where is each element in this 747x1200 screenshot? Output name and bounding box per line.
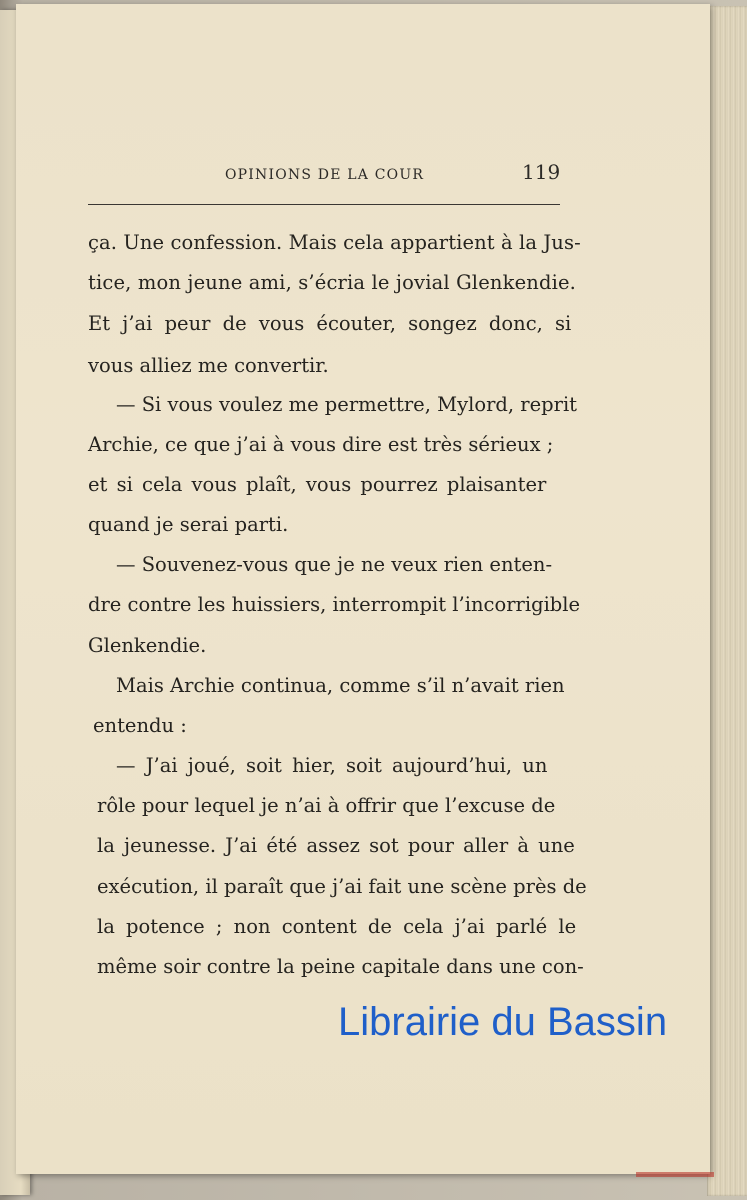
- text-line: — Si vous voulez me permettre, Mylord, reprit: [116, 393, 578, 416]
- text-line: quand je serai parti.: [88, 513, 289, 536]
- text-line: ça. Une confession. Mais cela appartient à la Jus-: [88, 231, 581, 254]
- text-line: vous alliez me convertir.: [88, 354, 329, 377]
- page-number: 119: [522, 160, 561, 184]
- text-line: Glenkendie.: [88, 634, 207, 657]
- watermark: Librairie du Bassin: [338, 1000, 668, 1044]
- text-line: dre contre les huissiers, interrompit l’incorrigible: [88, 593, 581, 616]
- text-line: la potence ; non content de cela j’ai parlé le: [97, 915, 577, 938]
- text-line: tice, mon jeune ami, s’écria le jovial Glenkendie.: [88, 271, 577, 294]
- text-line: la jeunesse. J’ai été assez sot pour aller à une: [97, 834, 575, 857]
- page-edge-tint: [636, 1172, 714, 1177]
- text-line: Mais Archie continua, comme s’il n’avait rien: [116, 674, 565, 697]
- text-line: — J’ai joué, soit hier, soit aujourd’hui, un: [116, 754, 548, 777]
- text-line: même soir contre la peine capitale dans une con-: [97, 955, 584, 978]
- text-line: rôle pour lequel je n’ai à offrir que l’excuse de: [97, 794, 556, 817]
- text-line: et si cela vous plaît, vous pourrez plaisanter: [88, 473, 547, 496]
- text-line: Et j’ai peur de vous écouter, songez donc, si: [88, 312, 572, 335]
- text-line: — Souvenez-vous que je ne veux rien enten-: [116, 553, 553, 576]
- text-line: entendu :: [93, 714, 187, 737]
- text-line: exécution, il paraît que j’ai fait une scène près de: [97, 875, 587, 898]
- running-title: OPINIONS DE LA COUR: [225, 167, 425, 183]
- text-line: Archie, ce que j’ai à vous dire est très sérieux ;: [88, 433, 554, 456]
